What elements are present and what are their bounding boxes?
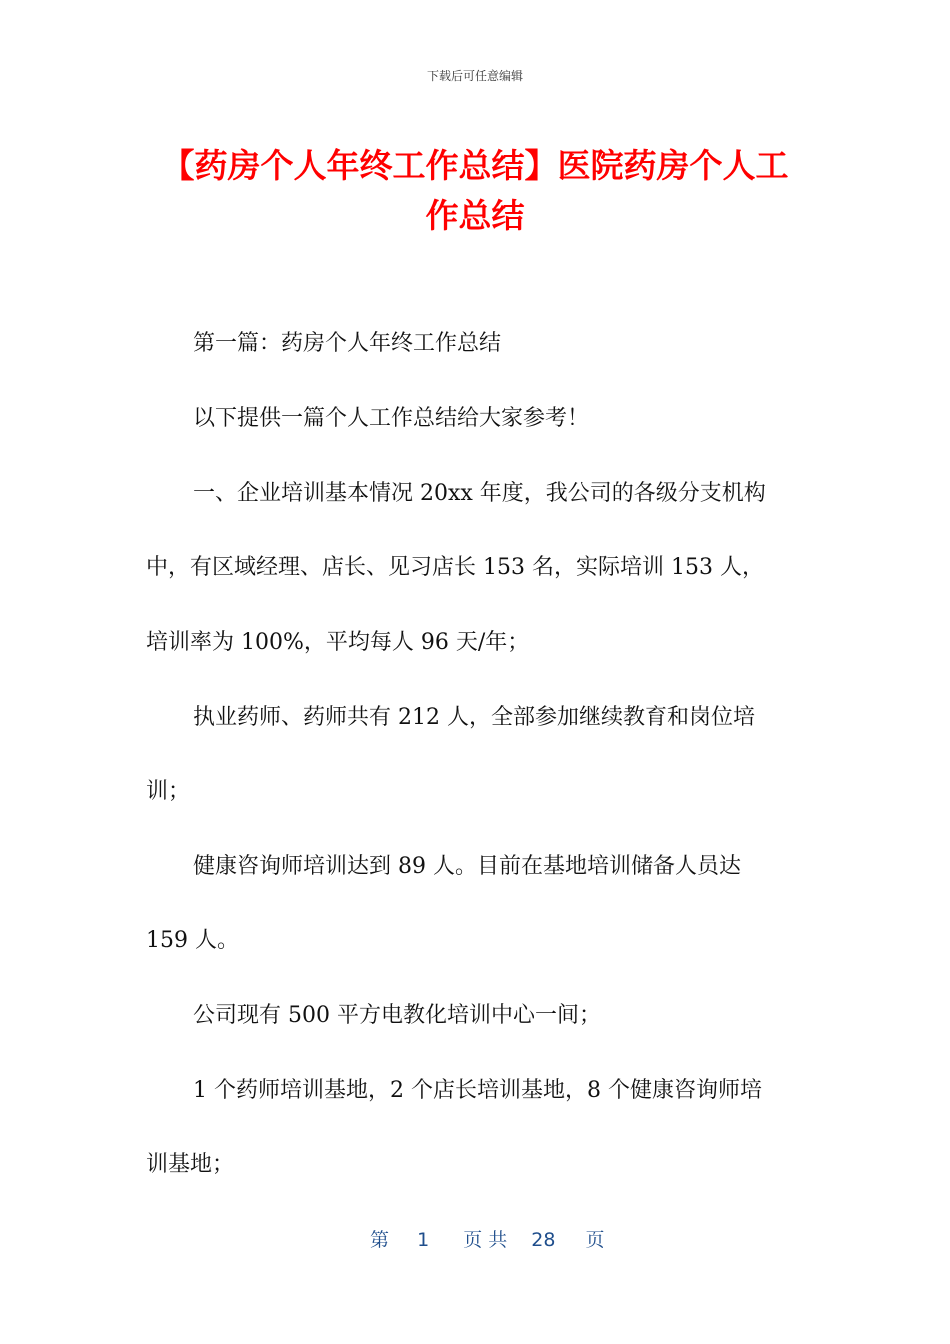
current-page-number: 1 [417, 1229, 430, 1251]
paragraph-line: 以下提供一篇个人工作总结给大家参考！ [193, 406, 590, 431]
header-note: 下载后可任意编辑 [426, 69, 523, 83]
page-footer [370, 1225, 605, 1252]
footer-middle: 页 共 [463, 1229, 508, 1251]
paragraph-line: 健康咨询师培训达到 89 人。目前在基地培训储备人员达 [193, 854, 741, 879]
footer-suffix: 页 [585, 1229, 605, 1251]
paragraph-line: 培训率为 100%，平均每人 96 天/年； [146, 630, 530, 655]
paragraph-line: 公司现有 500 平方电教化培训中心一间； [193, 1003, 601, 1028]
paragraph-line: 中，有区域经理、店长、见习店长 153 名，实际培训 153 人， [146, 555, 764, 580]
section-heading: 第一篇：药房个人年终工作总结 [193, 331, 502, 356]
paragraph-line: 训； [146, 779, 191, 804]
paragraph-line: 执业药师、药师共有 212 人，全部参加继续教育和岗位培 [193, 705, 755, 730]
title-line-2: 作总结 [425, 196, 525, 235]
title-line-1: 【药房个人年终工作总结】医院药房个人工 [161, 146, 789, 185]
total-pages: 28 [531, 1229, 556, 1251]
paragraph-line: 训基地； [146, 1152, 235, 1177]
paragraph-line: 1 个药师培训基地，2 个店长培训基地，8 个健康咨询师培 [193, 1078, 762, 1103]
footer-prefix: 第 [370, 1229, 390, 1251]
paragraph-line: 一、企业培训基本情况 20xx 年度，我公司的各级分支机构 [193, 481, 766, 506]
paragraph-line: 159 人。 [146, 928, 239, 953]
document-title [145, 141, 805, 241]
